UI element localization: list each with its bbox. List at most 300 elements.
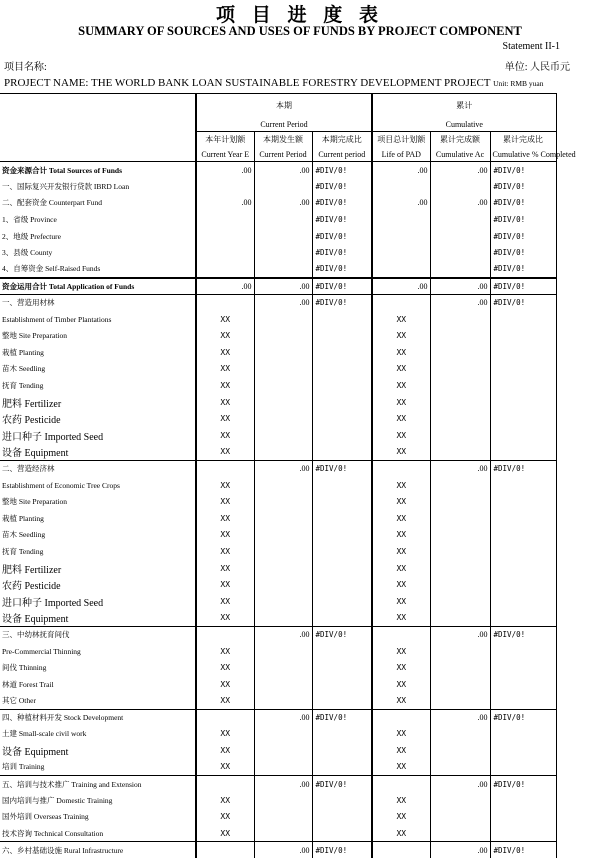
cumulative-actual-cell (430, 427, 490, 444)
current-period-actual-cell (254, 742, 312, 759)
current-period-actual-cell (254, 593, 312, 610)
current-period-pct-cell (312, 543, 372, 560)
current-year-plan-cell: XX (196, 593, 254, 610)
row-label: 资金来源合计 Total Sources of Funds (2, 165, 123, 175)
header-blank (0, 118, 196, 132)
current-year-plan-cell: XX (196, 560, 254, 577)
current-period-pct-cell: #DIV/0! (312, 244, 372, 261)
current-period-actual-cell (254, 427, 312, 444)
current-period-actual-cell (254, 759, 312, 776)
application-row (0, 311, 556, 328)
life-of-pad-cell: XX (372, 444, 430, 461)
application-row (0, 444, 556, 461)
header-blank (0, 94, 196, 118)
cumulative-actual-cell (430, 361, 490, 378)
current-year-plan-cell: XX (196, 361, 254, 378)
col-cumulative-pct-cn: 累计完成比 (490, 132, 556, 148)
cumulative-pct-cell (490, 809, 556, 826)
current-period-pct-cell: #DIV/0! (312, 709, 372, 726)
cumulative-actual-cell: .00 (430, 709, 490, 726)
cumulative-pct-cell (490, 726, 556, 743)
row-label: 培训 Training (2, 762, 45, 772)
row-label: 设备 Equipment (2, 614, 69, 626)
row-label: 抚育 Tending (2, 381, 44, 391)
current-period-pct-cell (312, 427, 372, 444)
application-row (0, 610, 556, 627)
current-year-plan-cell: XX (196, 610, 254, 627)
current-period-pct-cell: #DIV/0! (312, 626, 372, 643)
sources-section (0, 162, 556, 278)
cumulative-actual-cell: .00 (430, 162, 490, 179)
current-period-actual-cell: .00 (254, 162, 312, 179)
current-year-plan-cell (196, 626, 254, 643)
row-label: 肥料 Fertilizer (2, 564, 62, 576)
cumulative-actual-cell (430, 610, 490, 627)
application-row (0, 427, 556, 444)
current-period-actual-cell (254, 493, 312, 510)
life-of-pad-cell: XX (372, 427, 430, 444)
row-label: 1、省级 Province (2, 215, 57, 225)
application-row (0, 593, 556, 610)
current-year-plan-cell (196, 261, 254, 278)
row-label: 林道 Forest Trail (2, 679, 54, 689)
current-year-plan-cell: XX (196, 427, 254, 444)
cumulative-actual-cell (430, 825, 490, 842)
current-period-pct-cell (312, 477, 372, 494)
application-row (0, 643, 556, 660)
current-year-plan-cell: XX (196, 344, 254, 361)
current-period-actual-cell (254, 610, 312, 627)
life-of-pad-cell (372, 842, 430, 859)
application-row (0, 493, 556, 510)
current-period-pct-cell: #DIV/0! (312, 775, 372, 792)
col-current-period-cn: 本期发生额 (254, 132, 312, 148)
current-period-pct-cell (312, 327, 372, 344)
current-period-actual-cell: .00 (254, 460, 312, 477)
current-period-actual-cell (254, 211, 312, 228)
current-period-actual-cell (254, 825, 312, 842)
cumulative-pct-cell (490, 311, 556, 328)
current-year-plan-cell: .00 (196, 278, 254, 295)
current-period-actual-cell (254, 344, 312, 361)
cumulative-actual-cell (430, 693, 490, 710)
current-period-actual-cell (254, 410, 312, 427)
cumulative-pct-cell (490, 610, 556, 627)
row-label: 农药 Pesticide (2, 415, 61, 427)
cumulative-actual-cell (430, 344, 490, 361)
current-year-plan-cell (196, 228, 254, 245)
cumulative-pct-cell (490, 444, 556, 461)
cumulative-actual-cell (430, 244, 490, 261)
current-year-plan-cell: XX (196, 742, 254, 759)
cumulative-pct-cell: #DIV/0! (490, 244, 556, 261)
application-row (0, 477, 556, 494)
current-period-pct-cell (312, 377, 372, 394)
current-period-pct-cell (312, 643, 372, 660)
current-year-plan-cell: XX (196, 444, 254, 461)
source-row (0, 228, 556, 245)
cumulative-actual-cell: .00 (430, 842, 490, 859)
row-label: 苗木 Seedling (2, 364, 46, 374)
current-period-actual-cell (254, 543, 312, 560)
current-year-plan-cell: XX (196, 643, 254, 660)
row-label: 整地 Site Preparation (2, 331, 67, 341)
unit-label-en: Unit: RMB yuan (493, 79, 544, 88)
current-year-plan-cell: XX (196, 759, 254, 776)
current-period-actual-cell (254, 643, 312, 660)
cumulative-pct-cell (490, 410, 556, 427)
application-row (0, 510, 556, 527)
application-row (0, 377, 556, 394)
cumulative-pct-cell: #DIV/0! (490, 294, 556, 311)
row-label: 抚育 Tending (2, 546, 44, 556)
funds-table (0, 93, 576, 858)
cumulative-pct-cell (490, 394, 556, 411)
row-label: 进口种子 Imported Seed (2, 597, 104, 609)
life-of-pad-cell (372, 178, 430, 195)
header-row-group-cn (0, 94, 556, 118)
cumulative-actual-cell (430, 178, 490, 195)
current-period-actual-cell (254, 228, 312, 245)
cumulative-pct-cell (490, 792, 556, 809)
application-row (0, 410, 556, 427)
current-period-actual-cell (254, 394, 312, 411)
cumulative-pct-cell: #DIV/0! (490, 842, 556, 859)
application-row (0, 742, 556, 759)
cumulative-actual-cell: .00 (430, 775, 490, 792)
current-year-plan-cell: XX (196, 327, 254, 344)
application-row (0, 842, 556, 859)
row-label: 设备 Equipment (2, 448, 69, 460)
current-year-plan-cell (196, 244, 254, 261)
life-of-pad-cell: XX (372, 659, 430, 676)
cumulative-actual-cell (430, 327, 490, 344)
life-of-pad-cell: XX (372, 809, 430, 826)
page-title-cn: 项 目 进 度 表 (215, 5, 384, 26)
row-label: 2、地级 Prefecture (2, 231, 61, 241)
cumulative-pct-cell (490, 493, 556, 510)
cumulative-actual-cell: .00 (430, 294, 490, 311)
source-row (0, 195, 556, 212)
application-row (0, 626, 556, 643)
application-row (0, 344, 556, 361)
life-of-pad-cell: .00 (372, 162, 430, 179)
current-year-plan-cell (196, 178, 254, 195)
current-year-plan-cell (196, 775, 254, 792)
current-period-actual-cell (254, 377, 312, 394)
life-of-pad-cell: XX (372, 825, 430, 842)
life-of-pad-cell: XX (372, 493, 430, 510)
current-period-pct-cell (312, 759, 372, 776)
life-of-pad-cell (372, 460, 430, 477)
source-row (0, 178, 556, 195)
project-name-line (4, 77, 544, 89)
life-of-pad-cell: XX (372, 410, 430, 427)
application-row (0, 527, 556, 544)
application-row (0, 361, 556, 378)
cumulative-pct-cell (490, 477, 556, 494)
application-row (0, 659, 556, 676)
row-label: 六、乡村基础设施 Rural Infrastructure (0, 842, 196, 859)
life-of-pad-cell (372, 294, 430, 311)
row-label: 苗木 Seedling (2, 530, 46, 540)
statement-number: Statement II-1 (502, 41, 560, 52)
cumulative-actual-cell (430, 742, 490, 759)
row-label: 农药 Pesticide (2, 581, 61, 593)
row-label: 技术咨询 Technical Consultation (2, 828, 104, 838)
current-period-actual-cell (254, 261, 312, 278)
cumulative-pct-cell (490, 693, 556, 710)
current-period-pct-cell: #DIV/0! (312, 460, 372, 477)
current-period-pct-cell (312, 493, 372, 510)
current-year-plan-cell: XX (196, 527, 254, 544)
application-row (0, 278, 556, 295)
current-year-plan-cell (196, 294, 254, 311)
current-period-pct-cell (312, 311, 372, 328)
cumulative-pct-cell (490, 361, 556, 378)
source-row (0, 261, 556, 278)
col-life-of-pad-cn: 项目总计划额 (372, 132, 430, 148)
current-period-pct-cell: #DIV/0! (312, 261, 372, 278)
cumulative-actual-cell (430, 261, 490, 278)
cumulative-pct-cell: #DIV/0! (490, 709, 556, 726)
cumulative-actual-cell (430, 560, 490, 577)
cumulative-actual-cell (430, 576, 490, 593)
source-row (0, 244, 556, 261)
cumulative-pct-cell (490, 759, 556, 776)
row-label: 一、国际复兴开发银行贷款 IBRD Loan (2, 181, 130, 191)
col-current-pct-cn: 本期完成比 (312, 132, 372, 148)
cumulative-pct-cell (490, 377, 556, 394)
current-period-pct-cell (312, 726, 372, 743)
row-label: 4、自筹资金 Self-Raised Funds (0, 261, 196, 278)
col-current-year-en: Current Year E (196, 148, 254, 162)
current-period-header-cn: 本期 (196, 94, 372, 118)
current-period-actual-cell: .00 (254, 294, 312, 311)
cumulative-pct-cell: #DIV/0! (490, 195, 556, 212)
current-year-plan-cell: XX (196, 693, 254, 710)
current-year-plan-cell: XX (196, 809, 254, 826)
cumulative-pct-cell: #DIV/0! (490, 162, 556, 179)
cumulative-actual-cell (430, 659, 490, 676)
application-row (0, 327, 556, 344)
life-of-pad-cell: XX (372, 327, 430, 344)
current-period-pct-cell: #DIV/0! (312, 228, 372, 245)
col-cumulative-amt-en: Cumulative Ac (430, 148, 490, 162)
cumulative-actual-cell (430, 493, 490, 510)
project-name-en: PROJECT NAME: THE WORLD BANK LOAN SUSTAINABLE FORESTRY DEVELOPMENT PROJECT (4, 77, 491, 89)
current-period-pct-cell: #DIV/0! (312, 162, 372, 179)
life-of-pad-cell: XX (372, 377, 430, 394)
current-period-actual-cell (254, 527, 312, 544)
source-row (0, 162, 556, 179)
application-row (0, 825, 556, 842)
col-current-period-en: Current Period (254, 148, 312, 162)
row-label: 栽植 Planting (2, 513, 44, 523)
current-period-pct-cell (312, 510, 372, 527)
cumulative-pct-cell (490, 659, 556, 676)
current-period-actual-cell (254, 726, 312, 743)
row-label: 国内培训与推广 Domestic Training (2, 795, 113, 805)
current-period-actual-cell: .00 (254, 842, 312, 859)
cumulative-actual-cell (430, 593, 490, 610)
cumulative-actual-cell (430, 543, 490, 560)
cumulative-actual-cell (430, 726, 490, 743)
current-period-pct-cell (312, 792, 372, 809)
cumulative-pct-cell (490, 825, 556, 842)
row-label: 3、县级 County (2, 248, 53, 258)
cumulative-actual-cell (430, 510, 490, 527)
row-label: 进口种子 Imported Seed (2, 431, 104, 443)
life-of-pad-cell: XX (372, 610, 430, 627)
current-year-plan-cell: XX (196, 493, 254, 510)
cumulative-actual-cell (430, 410, 490, 427)
cumulative-pct-cell: #DIV/0! (490, 460, 556, 477)
application-row (0, 560, 556, 577)
life-of-pad-cell: XX (372, 311, 430, 328)
life-of-pad-cell (372, 228, 430, 245)
row-label: Establishment of Timber Plantations (2, 314, 112, 324)
application-row (0, 809, 556, 826)
current-year-plan-cell: XX (196, 543, 254, 560)
col-cumulative-pct-en: Cumulative % Completed (490, 148, 556, 162)
cumulative-header-cn: 累计 (372, 94, 556, 118)
current-year-plan-cell: .00 (196, 162, 254, 179)
row-label: 二、配套资金 Counterpart Fund (2, 198, 102, 208)
cumulative-actual-cell: .00 (430, 278, 490, 295)
page-title-en: SUMMARY OF SOURCES AND USES OF FUNDS BY PROJECT COMPONENT (78, 24, 522, 38)
col-cumulative-amt-cn: 累计完成额 (430, 132, 490, 148)
current-period-actual-cell (254, 693, 312, 710)
cumulative-actual-cell (430, 394, 490, 411)
current-period-header-en: Current Period (196, 118, 372, 132)
header-blank (0, 148, 196, 162)
application-row (0, 709, 556, 726)
current-year-plan-cell (196, 842, 254, 859)
application-row (0, 576, 556, 593)
cumulative-pct-cell: #DIV/0! (490, 626, 556, 643)
cumulative-pct-cell: #DIV/0! (490, 261, 556, 278)
current-period-pct-cell (312, 444, 372, 461)
life-of-pad-cell: XX (372, 643, 430, 660)
current-period-pct-cell (312, 693, 372, 710)
row-label: 其它 Other (2, 696, 36, 706)
life-of-pad-cell: XX (372, 560, 430, 577)
header-blank (0, 132, 196, 148)
header-row-col-cn (0, 132, 556, 148)
current-period-pct-cell: #DIV/0! (312, 178, 372, 195)
application-row (0, 294, 556, 311)
cumulative-pct-cell (490, 560, 556, 577)
life-of-pad-cell: .00 (372, 278, 430, 295)
cumulative-actual-cell: .00 (430, 460, 490, 477)
current-period-actual-cell (254, 244, 312, 261)
cumulative-actual-cell (430, 792, 490, 809)
application-row (0, 676, 556, 693)
row-label: 间伐 Thinning (2, 663, 47, 673)
life-of-pad-cell: XX (372, 676, 430, 693)
cumulative-pct-cell: #DIV/0! (490, 228, 556, 245)
row-label: 栽植 Planting (2, 347, 44, 357)
cumulative-actual-cell (430, 311, 490, 328)
applications-section (0, 278, 556, 859)
current-year-plan-cell: .00 (196, 195, 254, 212)
current-period-actual-cell: .00 (254, 775, 312, 792)
current-year-plan-cell: XX (196, 410, 254, 427)
current-year-plan-cell: XX (196, 659, 254, 676)
life-of-pad-cell: XX (372, 742, 430, 759)
life-of-pad-cell: XX (372, 593, 430, 610)
row-label: Establishment of Economic Tree Crops (2, 480, 120, 490)
current-period-pct-cell: #DIV/0! (312, 211, 372, 228)
source-row (0, 211, 556, 228)
cumulative-pct-cell (490, 344, 556, 361)
cumulative-pct-cell (490, 576, 556, 593)
current-period-actual-cell (254, 576, 312, 593)
life-of-pad-cell: XX (372, 576, 430, 593)
current-period-pct-cell (312, 825, 372, 842)
current-period-actual-cell: .00 (254, 278, 312, 295)
cumulative-pct-cell: #DIV/0! (490, 775, 556, 792)
row-label: 二、营造经济林 (0, 460, 196, 477)
current-period-pct-cell: #DIV/0! (312, 195, 372, 212)
row-label: 设备 Equipment (2, 747, 69, 759)
current-period-actual-cell (254, 510, 312, 527)
current-period-pct-cell (312, 676, 372, 693)
unit-label-cn: 单位: 人民币元 (504, 62, 570, 73)
current-year-plan-cell: XX (196, 394, 254, 411)
cumulative-actual-cell (430, 759, 490, 776)
row-label: 肥料 Fertilizer (2, 398, 62, 410)
row-label: 三、中幼林抚育间伐 (0, 626, 196, 643)
current-period-pct-cell (312, 809, 372, 826)
cumulative-pct-cell: #DIV/0! (490, 211, 556, 228)
row-label: 四、种植材料开发 Stock Development (0, 709, 196, 726)
application-row (0, 775, 556, 792)
row-label: 资金运用合计 Total Application of Funds (0, 278, 196, 295)
current-period-pct-cell (312, 527, 372, 544)
cumulative-actual-cell (430, 377, 490, 394)
header-row-group-en (0, 118, 556, 132)
life-of-pad-cell: XX (372, 543, 430, 560)
current-year-plan-cell: XX (196, 477, 254, 494)
current-period-actual-cell (254, 560, 312, 577)
application-row (0, 543, 556, 560)
current-period-actual-cell: .00 (254, 195, 312, 212)
cumulative-actual-cell (430, 444, 490, 461)
row-label: 整地 Site Preparation (2, 497, 67, 507)
current-period-actual-cell (254, 477, 312, 494)
cumulative-pct-cell (490, 427, 556, 444)
life-of-pad-cell (372, 244, 430, 261)
project-name-label-cn: 项目名称: (4, 62, 47, 73)
cumulative-pct-cell: #DIV/0! (490, 178, 556, 195)
current-period-actual-cell (254, 178, 312, 195)
current-year-plan-cell: XX (196, 825, 254, 842)
current-period-actual-cell (254, 676, 312, 693)
life-of-pad-cell: XX (372, 361, 430, 378)
current-year-plan-cell: XX (196, 576, 254, 593)
current-year-plan-cell: XX (196, 676, 254, 693)
life-of-pad-cell (372, 261, 430, 278)
current-period-pct-cell: #DIV/0! (312, 278, 372, 295)
cumulative-actual-cell: .00 (430, 626, 490, 643)
life-of-pad-cell: XX (372, 726, 430, 743)
life-of-pad-cell (372, 709, 430, 726)
application-row (0, 726, 556, 743)
application-row (0, 460, 556, 477)
cumulative-actual-cell (430, 809, 490, 826)
